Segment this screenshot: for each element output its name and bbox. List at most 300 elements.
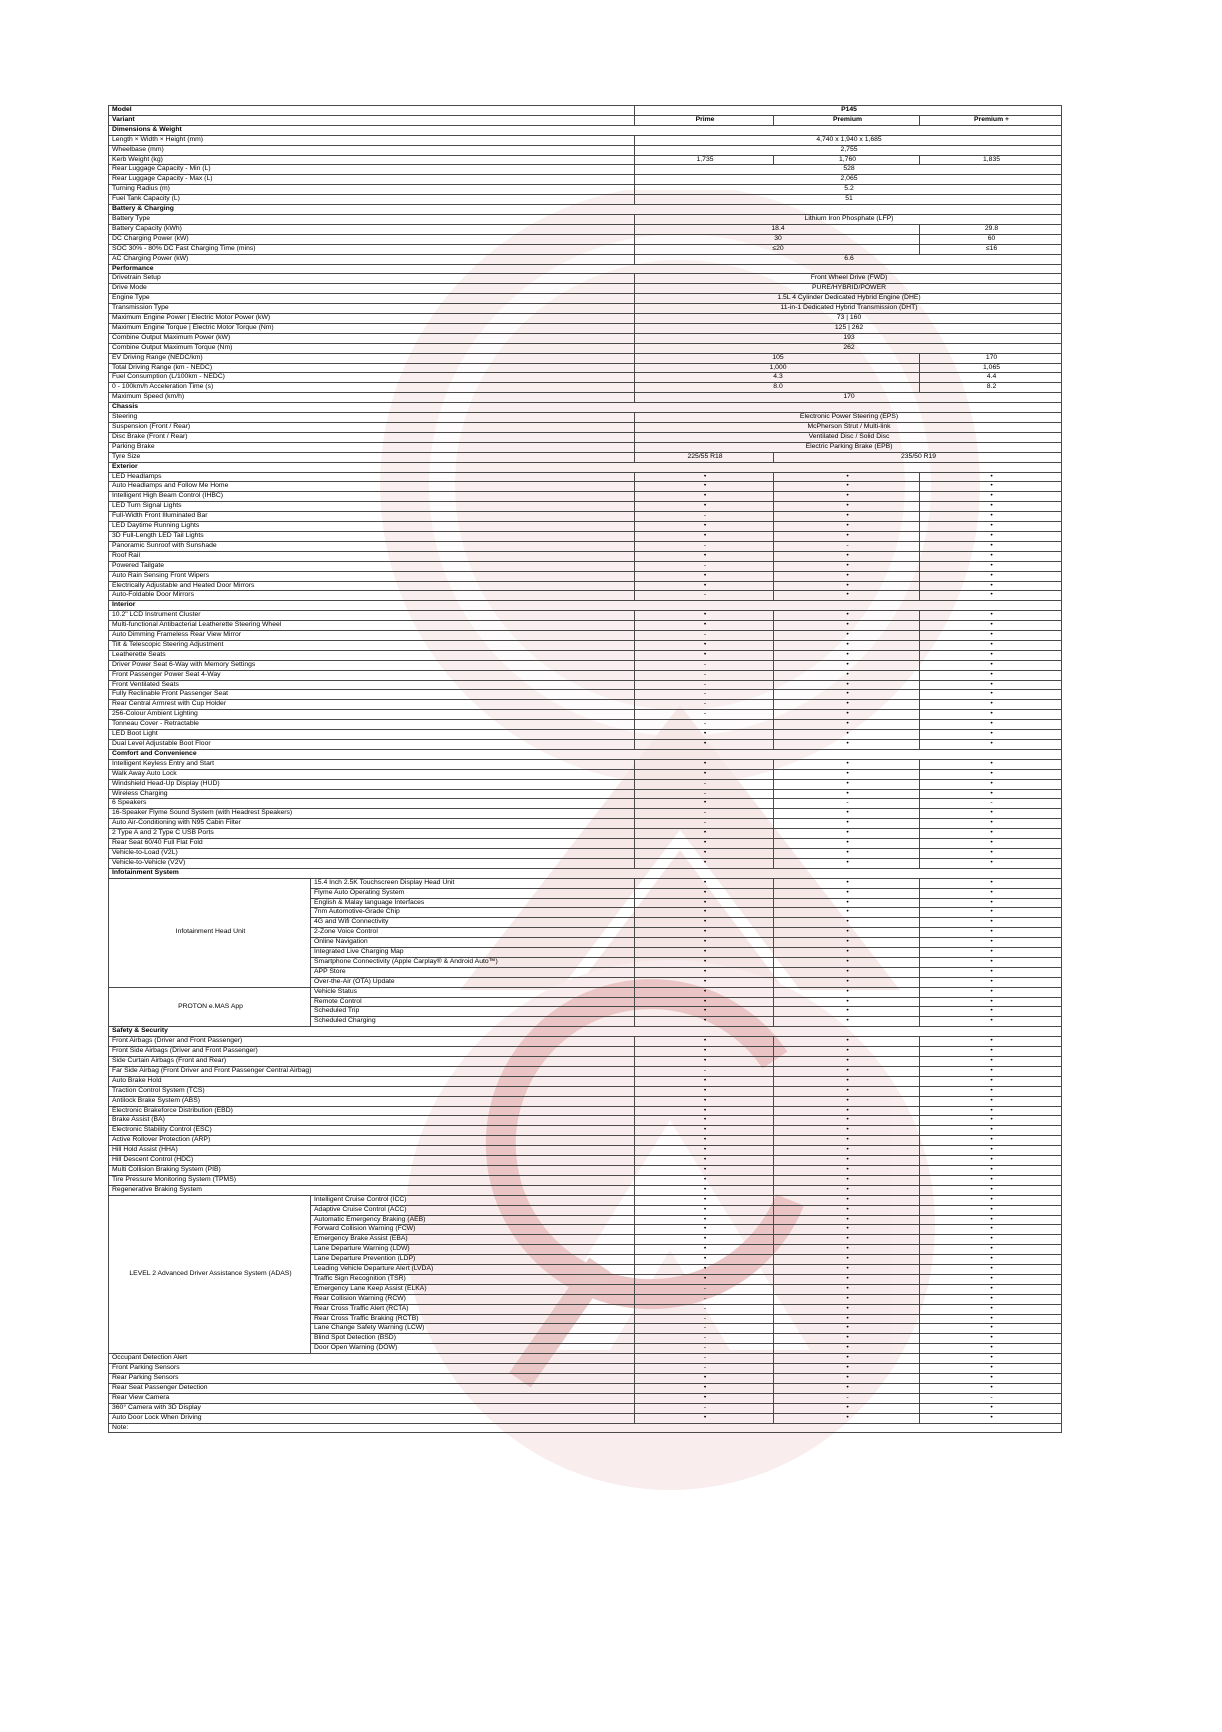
feature-value: Lithium Iron Phosphate (LFP) (635, 214, 1062, 224)
feature-value: • (635, 1057, 774, 1067)
feature-label: Walk Away Auto Lock (109, 769, 635, 779)
feature-value: • (774, 1195, 920, 1205)
feature-value: • (635, 522, 774, 532)
spec-row (109, 145, 1062, 155)
feature-label: Hill Descent Control (HDC) (109, 1156, 635, 1166)
feature-value: • (774, 1413, 920, 1423)
feature-value: • (635, 928, 774, 938)
feature-value: • (774, 561, 920, 571)
feature-value: • (920, 1146, 1062, 1156)
feature-value: - (635, 789, 774, 799)
feature-value: 4.4 (920, 373, 1062, 383)
feature-value: • (920, 621, 1062, 631)
feature-sublabel: Intelligent Cruise Control (ICC) (311, 1195, 635, 1205)
feature-value: • (920, 482, 1062, 492)
feature-label: Regenerative Braking System (109, 1185, 635, 1195)
feature-value: • (635, 1205, 774, 1215)
feature-value: • (635, 1116, 774, 1126)
feature-value: 6.6 (635, 254, 1062, 264)
feature-value: • (920, 472, 1062, 482)
feature-value: • (635, 967, 774, 977)
feature-label: Engine Type (109, 294, 635, 304)
feature-value: • (774, 779, 920, 789)
feature-value: • (774, 858, 920, 868)
feature-label: Auto Brake Hold (109, 1076, 635, 1086)
feature-value: • (774, 1383, 920, 1393)
spec-row (109, 1066, 1062, 1076)
feature-sublabel: Vehicle Status (311, 987, 635, 997)
feature-label: 2 Type A and 2 Type C USB Ports (109, 829, 635, 839)
section-header-row (109, 205, 1062, 215)
spec-row (109, 650, 1062, 660)
feature-value: 193 (635, 333, 1062, 343)
feature-label: 360° Camera with 3D Display (109, 1403, 635, 1413)
spec-row (109, 423, 1062, 433)
feature-value: • (635, 531, 774, 541)
feature-label: Intelligent High Beam Control (IHBC) (109, 492, 635, 502)
feature-value: 2,755 (635, 145, 1062, 155)
feature-value: • (774, 631, 920, 641)
feature-label: Full-Width Front Illuminated Bar (109, 512, 635, 522)
feature-value: • (635, 640, 774, 650)
feature-value: • (920, 1374, 1062, 1384)
feature-value: • (920, 948, 1062, 958)
feature-value: • (635, 1235, 774, 1245)
feature-value: • (774, 1225, 920, 1235)
feature-value: Front Wheel Drive (FWD) (635, 274, 1062, 284)
feature-label: Parking Brake (109, 442, 635, 452)
feature-value: • (635, 611, 774, 621)
note-label: Note: (109, 1423, 1062, 1433)
feature-value: - (635, 690, 774, 700)
feature-value: • (774, 918, 920, 928)
feature-value: • (920, 1136, 1062, 1146)
spec-row (109, 1076, 1062, 1086)
feature-value: • (920, 640, 1062, 650)
spec-row (109, 1156, 1062, 1166)
feature-value: - (635, 1354, 774, 1364)
feature-value: • (920, 1364, 1062, 1374)
spec-row (109, 482, 1062, 492)
spec-row (109, 512, 1062, 522)
feature-value: • (774, 492, 920, 502)
feature-label: Electronic Stability Control (ESC) (109, 1126, 635, 1136)
feature-value: • (774, 531, 920, 541)
spec-row (109, 135, 1062, 145)
feature-label: Rear Seat 60/40 Full Flat Fold (109, 839, 635, 849)
feature-value: • (635, 938, 774, 948)
spec-row (109, 214, 1062, 224)
feature-value: • (920, 631, 1062, 641)
section-header-row (109, 264, 1062, 274)
feature-value: • (920, 839, 1062, 849)
feature-sublabel: Automatic Emergency Braking (AEB) (311, 1215, 635, 1225)
spec-row (109, 254, 1062, 264)
feature-value: • (774, 1146, 920, 1156)
feature-value: • (774, 987, 920, 997)
feature-value: • (774, 948, 920, 958)
feature-label: EV Driving Range (NEDC/km) (109, 353, 635, 363)
feature-value: 29.8 (920, 224, 1062, 234)
feature-value: • (920, 690, 1062, 700)
feature-value: - (635, 779, 774, 789)
feature-label: Panoramic Sunroof with Sunshade (109, 541, 635, 551)
feature-value: • (774, 769, 920, 779)
feature-value: • (774, 1215, 920, 1225)
feature-value: • (774, 512, 920, 522)
feature-value: • (920, 1007, 1062, 1017)
feature-value: 1,735 (635, 155, 774, 165)
feature-value: • (920, 1413, 1062, 1423)
feature-label: Front Ventilated Seats (109, 680, 635, 690)
feature-label: Powered Tailgate (109, 561, 635, 571)
feature-label: Hill Hold Assist (HHA) (109, 1146, 635, 1156)
feature-value: • (774, 680, 920, 690)
feature-value: McPherson Strut / Multi-link (635, 423, 1062, 433)
feature-value: • (774, 819, 920, 829)
feature-value: • (635, 769, 774, 779)
feature-value: • (774, 1284, 920, 1294)
feature-value: • (920, 1324, 1062, 1334)
feature-value: - (635, 660, 774, 670)
spec-row (109, 442, 1062, 452)
feature-sublabel: Remote Control (311, 997, 635, 1007)
feature-sublabel: Scheduled Trip (311, 1007, 635, 1017)
section-header-row (109, 403, 1062, 413)
spec-row (109, 1393, 1062, 1403)
feature-label: Front Passenger Power Seat 4-Way (109, 670, 635, 680)
feature-value: • (774, 1245, 920, 1255)
feature-sublabel: Online Navigation (311, 938, 635, 948)
feature-label: LED Headlamps (109, 472, 635, 482)
feature-value: Ventilated Disc / Solid Disc (635, 432, 1062, 442)
feature-value: • (774, 1076, 920, 1086)
feature-value: - (635, 561, 774, 571)
feature-label: Side Curtain Airbags (Front and Rear) (109, 1057, 635, 1067)
spec-row (109, 1086, 1062, 1096)
feature-value: • (635, 730, 774, 740)
variant-label: Variant (109, 115, 635, 125)
spec-row (109, 1354, 1062, 1364)
spec-row (109, 631, 1062, 641)
feature-label: DC Charging Power (kW) (109, 234, 635, 244)
feature-value: - (635, 720, 774, 730)
feature-value: • (635, 1393, 774, 1403)
feature-value: • (635, 878, 774, 888)
feature-value: - (635, 710, 774, 720)
feature-value: • (774, 997, 920, 1007)
spec-row (109, 333, 1062, 343)
feature-value: - (635, 1066, 774, 1076)
feature-label: Electrically Adjustable and Heated Door Mirrors (109, 581, 635, 591)
feature-value: • (920, 581, 1062, 591)
feature-value: - (920, 799, 1062, 809)
section-header: Interior (109, 601, 1062, 611)
feature-label: Maximum Engine Power | Electric Motor Power (kW) (109, 314, 635, 324)
feature-value: • (635, 650, 774, 660)
feature-value: • (920, 1175, 1062, 1185)
spec-row (109, 759, 1062, 769)
feature-value: • (774, 1136, 920, 1146)
feature-value: 8.0 (635, 383, 920, 393)
feature-value: - (635, 1364, 774, 1374)
feature-value: • (635, 1374, 774, 1384)
feature-label: Fuel Consumption (L/100km - NEDC) (109, 373, 635, 383)
spec-row (109, 1185, 1062, 1195)
feature-value: 4.3 (635, 373, 920, 383)
feature-label: Vehicle-to-Vehicle (V2V) (109, 858, 635, 868)
feature-label: Roof Rail (109, 551, 635, 561)
spec-row (109, 1037, 1062, 1047)
feature-value: - (635, 809, 774, 819)
feature-value: • (920, 987, 1062, 997)
feature-value: • (774, 1334, 920, 1344)
feature-value: • (920, 938, 1062, 948)
feature-value: • (920, 1274, 1062, 1284)
spec-row (109, 393, 1062, 403)
feature-value: • (774, 621, 920, 631)
feature-value: 2,065 (635, 175, 1062, 185)
feature-value: • (774, 1344, 920, 1354)
feature-value: - (635, 680, 774, 690)
feature-value: • (920, 1116, 1062, 1126)
spec-row (109, 878, 1062, 888)
feature-label: Auto Dimming Frameless Rear View Mirror (109, 631, 635, 641)
feature-label: Battery Type (109, 214, 635, 224)
feature-value: • (635, 1165, 774, 1175)
feature-value: Electric Parking Brake (EPB) (635, 442, 1062, 452)
feature-value: • (635, 621, 774, 631)
feature-sublabel: Blind Spot Detection (BSD) (311, 1334, 635, 1344)
section-header: Dimensions & Weight (109, 125, 1062, 135)
feature-value: • (635, 492, 774, 502)
feature-value: • (920, 1284, 1062, 1294)
feature-value: • (920, 1126, 1062, 1136)
spec-row (109, 1106, 1062, 1116)
feature-value: • (920, 809, 1062, 819)
feature-value: 528 (635, 165, 1062, 175)
feature-label: 6 Speakers (109, 799, 635, 809)
feature-sublabel: APP Store (311, 967, 635, 977)
feature-value: • (774, 1265, 920, 1275)
feature-value: - (635, 591, 774, 601)
spec-row (109, 1165, 1062, 1175)
feature-value: • (774, 1106, 920, 1116)
feature-value: • (635, 908, 774, 918)
spec-row (109, 323, 1062, 333)
feature-value: - (635, 700, 774, 710)
feature-value: - (635, 1334, 774, 1344)
feature-label: Front Airbags (Driver and Front Passenger) (109, 1037, 635, 1047)
feature-value: - (635, 1324, 774, 1334)
model-value: P145 (635, 106, 1062, 116)
feature-value: • (920, 918, 1062, 928)
feature-label: Rear View Camera (109, 1393, 635, 1403)
feature-value: • (774, 938, 920, 948)
feature-label: Tyre Size (109, 452, 635, 462)
feature-value: • (920, 1265, 1062, 1275)
spec-row (109, 373, 1062, 383)
feature-label: Multi Collision Braking System (PIB) (109, 1165, 635, 1175)
feature-value: • (920, 522, 1062, 532)
feature-value: 225/55 R18 (635, 452, 774, 462)
spec-row (109, 413, 1062, 423)
feature-label: Rear Seat Passenger Detection (109, 1383, 635, 1393)
feature-value: • (920, 660, 1062, 670)
feature-label: Drivetrain Setup (109, 274, 635, 284)
feature-value: • (774, 1066, 920, 1076)
feature-value: - (774, 799, 920, 809)
feature-value: • (774, 740, 920, 750)
spec-row (109, 621, 1062, 631)
feature-value: • (635, 1185, 774, 1195)
feature-sublabel: Smartphone Connectivity (Apple Carplay® & Android Auto™) (311, 957, 635, 967)
feature-value: • (774, 908, 920, 918)
spec-row (109, 690, 1062, 700)
feature-value: • (920, 650, 1062, 660)
feature-label: Auto Air-Conditioning with N95 Cabin Filter (109, 819, 635, 829)
feature-value: ≤20 (635, 244, 920, 254)
feature-value: • (920, 1344, 1062, 1354)
spec-row (109, 710, 1062, 720)
feature-value: • (774, 789, 920, 799)
feature-value: • (920, 967, 1062, 977)
feature-label: 256-Colour Ambient Lighting (109, 710, 635, 720)
feature-sublabel: Flyme Auto Operating System (311, 888, 635, 898)
spec-row (109, 987, 1062, 997)
feature-value: - (774, 1393, 920, 1403)
feature-label: AC Charging Power (kW) (109, 254, 635, 264)
feature-value: • (920, 957, 1062, 967)
feature-value: • (774, 809, 920, 819)
feature-value: • (774, 611, 920, 621)
feature-value: • (635, 987, 774, 997)
feature-sublabel: 2-Zone Voice Control (311, 928, 635, 938)
feature-value: • (774, 690, 920, 700)
feature-value: • (635, 1136, 774, 1146)
feature-value: • (920, 1165, 1062, 1175)
feature-value: • (920, 670, 1062, 680)
feature-value: • (774, 551, 920, 561)
spec-row (109, 858, 1062, 868)
feature-value: • (920, 1304, 1062, 1314)
feature-sublabel: Lane Departure Warning (LDW) (311, 1245, 635, 1255)
feature-label: Driver Power Seat 6-Way with Memory Settings (109, 660, 635, 670)
feature-value: • (920, 1294, 1062, 1304)
spec-row (109, 1175, 1062, 1185)
feature-value: 5.2 (635, 185, 1062, 195)
feature-value: • (920, 1255, 1062, 1265)
feature-value: • (635, 997, 774, 1007)
feature-sublabel: 7nm Automotive-Grade Chip (311, 908, 635, 918)
section-header-row (109, 125, 1062, 135)
feature-value: • (635, 1096, 774, 1106)
feature-value: • (635, 502, 774, 512)
feature-value: • (774, 1165, 920, 1175)
feature-value: • (774, 1116, 920, 1126)
feature-label: Maximum Engine Torque | Electric Motor Torque (Nm) (109, 323, 635, 333)
section-header: Comfort and Convenience (109, 749, 1062, 759)
feature-value: • (635, 1255, 774, 1265)
feature-value: 1,760 (774, 155, 920, 165)
feature-value: • (920, 1106, 1062, 1116)
feature-value: • (920, 858, 1062, 868)
feature-sublabel: Over-the-Air (OTA) Update (311, 977, 635, 987)
spec-row (109, 848, 1062, 858)
feature-value: • (920, 1066, 1062, 1076)
feature-value: • (635, 1076, 774, 1086)
feature-value: ≤16 (920, 244, 1062, 254)
feature-value: PURE/HYBRID/POWER (635, 284, 1062, 294)
feature-value: • (920, 541, 1062, 551)
section-header-row (109, 462, 1062, 472)
spec-row (109, 799, 1062, 809)
feature-label: Fully Reclinable Front Passenger Seat (109, 690, 635, 700)
feature-value: 170 (635, 393, 1062, 403)
feature-value: • (635, 829, 774, 839)
feature-label: Drive Mode (109, 284, 635, 294)
spec-row (109, 284, 1062, 294)
section-header: Exterior (109, 462, 1062, 472)
section-header: Safety & Security (109, 1027, 1062, 1037)
feature-value: • (920, 1037, 1062, 1047)
spec-row (109, 591, 1062, 601)
feature-value: • (920, 1047, 1062, 1057)
variant-row (109, 115, 1062, 125)
feature-value: • (774, 591, 920, 601)
spec-row (109, 294, 1062, 304)
feature-value: • (774, 1096, 920, 1106)
feature-value: • (920, 720, 1062, 730)
feature-label: Multi-functional Antibacterial Leatherette Steering Wheel (109, 621, 635, 631)
feature-value: • (920, 819, 1062, 829)
feature-value: • (920, 769, 1062, 779)
feature-value: • (635, 1413, 774, 1423)
feature-label: Suspension (Front / Rear) (109, 423, 635, 433)
spec-row (109, 1096, 1062, 1106)
spec-row (109, 571, 1062, 581)
feature-value: 1,065 (920, 363, 1062, 373)
spec-row (109, 561, 1062, 571)
feature-label: Maximum Speed (km/h) (109, 393, 635, 403)
spec-row (109, 541, 1062, 551)
feature-value: • (635, 740, 774, 750)
spec-row (109, 809, 1062, 819)
feature-label: Front Parking Sensors (109, 1364, 635, 1374)
feature-value: • (774, 1304, 920, 1314)
feature-value: - (635, 512, 774, 522)
feature-value: • (635, 1195, 774, 1205)
feature-label: Active Rollover Protection (ARP) (109, 1136, 635, 1146)
feature-value: • (774, 1255, 920, 1265)
feature-value: • (774, 482, 920, 492)
feature-value: • (920, 1156, 1062, 1166)
feature-value: • (920, 531, 1062, 541)
feature-group-label: Infotainment Head Unit (109, 878, 311, 987)
feature-value: • (774, 472, 920, 482)
spec-row (109, 1383, 1062, 1393)
spec-row (109, 472, 1062, 482)
feature-sublabel: Rear Cross Traffic Braking (RCTB) (311, 1314, 635, 1324)
feature-value: - (635, 1314, 774, 1324)
spec-row (109, 611, 1062, 621)
feature-value: • (774, 650, 920, 660)
feature-value: • (774, 502, 920, 512)
feature-value: • (774, 670, 920, 680)
feature-value: • (774, 957, 920, 967)
feature-value: - (635, 1344, 774, 1354)
feature-value: • (774, 571, 920, 581)
